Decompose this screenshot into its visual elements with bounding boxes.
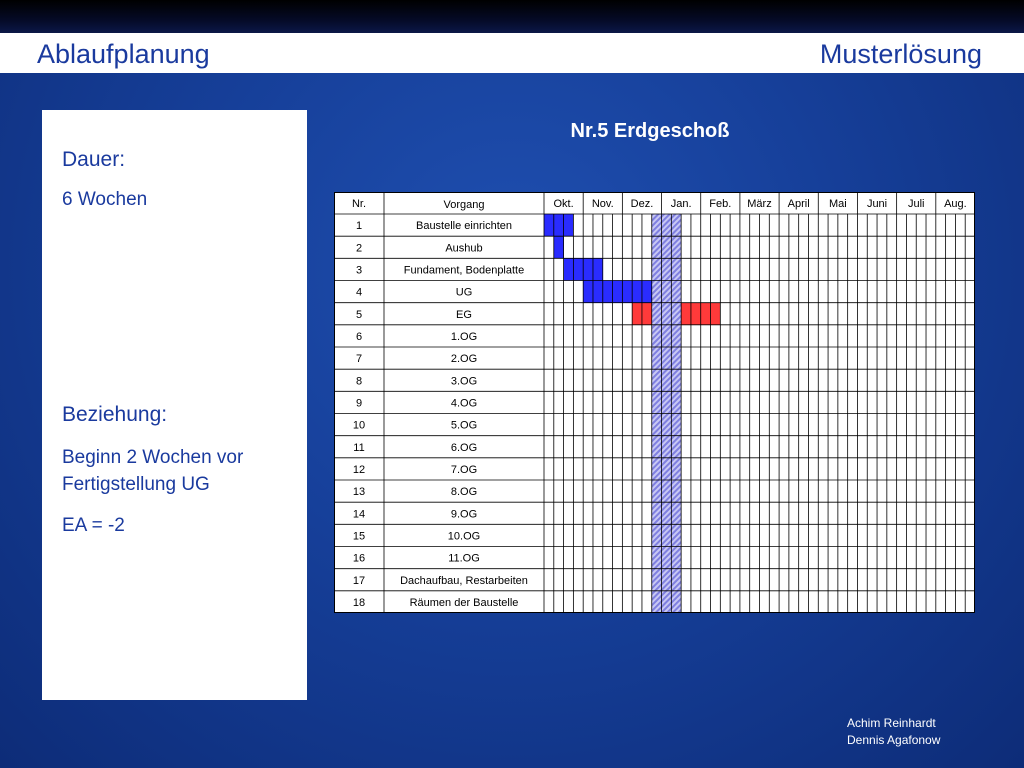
month-label: März [747,198,772,210]
row-nr: 4 [355,286,363,299]
top-dark-bar [0,0,1024,33]
row-name: UG [455,286,473,299]
row-nr: 14 [352,508,366,521]
row-nr: 13 [352,486,366,499]
header-nr: Nr. [351,198,367,210]
gantt-svg [334,192,975,613]
row-name: 1.OG [450,330,478,343]
row-name: 5.OG [450,419,478,432]
authors [847,715,940,749]
row-nr: 12 [352,463,366,476]
author-2: Dennis Agafonow [847,733,941,747]
row-nr: 17 [352,574,366,587]
row-name: 3.OG [450,375,478,388]
row-name: 4.OG [450,397,478,410]
gantt-chart [334,192,975,613]
header-bar [0,33,1024,73]
month-label: Feb. [709,198,732,210]
row-nr: 5 [355,308,363,321]
row-name: 8.OG [450,486,478,499]
slide-subtitle: Musterlösung [819,39,982,69]
row-name: Dachaufbau, Restarbeiten [400,574,528,587]
row-nr: 9 [355,397,363,410]
month-label: Nov. [591,198,614,210]
relation-heading: Beziehung: [62,403,168,426]
duration-value: 6 Wochen [62,189,148,210]
month-label: Mai [828,198,847,210]
month-label: Juli [907,198,925,210]
row-name: 11.OG [448,552,480,565]
author-1: Achim Reinhardt [847,716,936,730]
row-name: 2.OG [450,353,478,366]
row-nr: 3 [355,264,363,277]
month-label: April [787,198,810,210]
header-vorgang: Vorgang [443,199,485,211]
row-nr: 18 [352,596,366,609]
row-nr: 8 [355,375,363,388]
row-nr: 1 [355,220,363,233]
row-name: Fundament, Bodenplatte [403,264,525,277]
row-name: Aushub [445,242,483,255]
relation-line-3: EA = -2 [62,515,125,536]
row-name: 7.OG [450,463,478,476]
chart-title: Nr.5 Erdgeschoß [570,120,730,142]
gantt-bar [583,281,652,303]
row-nr: 16 [352,552,366,565]
duration-heading: Dauer: [62,148,126,171]
relation-line-2: Fertigstellung UG [62,474,210,495]
month-label: Dez. [630,198,654,210]
gantt-bar [544,214,573,236]
row-nr: 10 [352,419,366,432]
row-name: EG [456,308,472,321]
month-label: Okt. [553,198,574,210]
month-label: Jan. [670,198,692,210]
info-panel [42,110,307,700]
relation-line-1: Beginn 2 Wochen vor [62,447,244,468]
row-nr: 15 [352,530,366,543]
month-label: Juni [866,198,888,210]
row-nr: 7 [355,353,363,366]
row-nr: 2 [355,242,363,255]
row-name: 9.OG [450,508,478,521]
row-name: 10.OG [447,530,481,543]
row-nr: 11 [353,441,365,454]
row-name: 6.OG [450,441,478,454]
row-nr: 6 [355,330,363,343]
row-name: Baustelle einrichten [415,220,513,233]
gantt-bar [554,236,564,258]
month-label: Aug. [944,198,967,210]
slide-title: Ablaufplanung [37,39,210,69]
row-name: Räumen der Baustelle [409,596,519,609]
